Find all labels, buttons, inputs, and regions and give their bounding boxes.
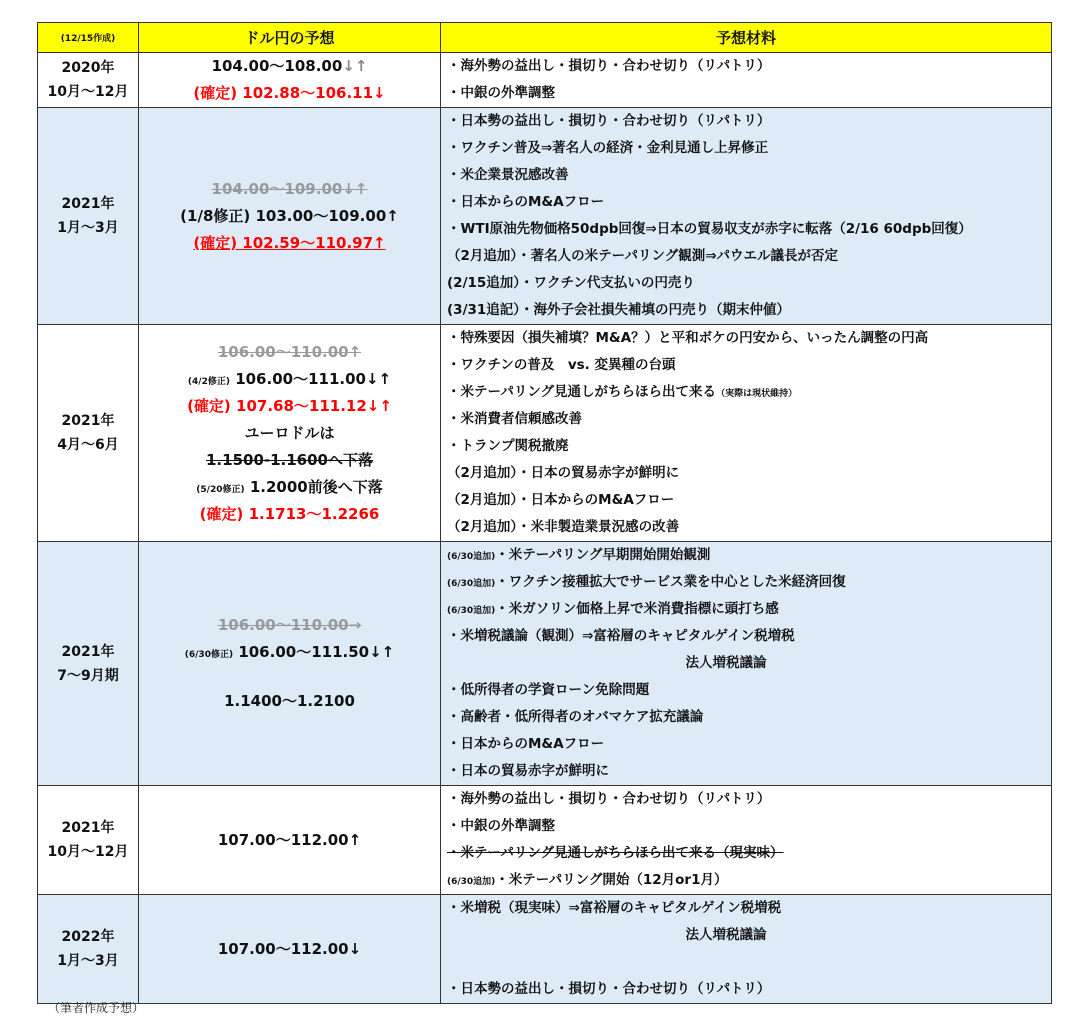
material-item: ・海外勢の益出し・損切り・合わせ切り（リパトリ） xyxy=(447,58,771,74)
period-months: 7〜9月期 xyxy=(57,667,119,684)
material-item: ・米企業景況感改善 xyxy=(447,167,569,183)
eurusd-label: ユーロドルは xyxy=(244,423,335,442)
material-item xyxy=(441,596,1051,623)
material-item: ・海外勢の益出し・損切り・合わせ切り（リパトリ） xyxy=(447,791,771,807)
added-date: (6/30追加) xyxy=(447,552,496,562)
revised-forecast-range xyxy=(139,639,440,666)
confirmed-range: (確定) 102.88〜106.11↓ xyxy=(193,84,386,102)
material-item: ・米増税（現実味）⇒富裕層のキャピタルゲイン税増税 xyxy=(447,900,782,916)
confirmed-range: (確定) 107.68〜111.12↓↑ xyxy=(187,396,392,415)
eurusd-confirmed-range: (確定) 1.1713〜1.2266 xyxy=(199,504,380,523)
period-months: 4月〜6月 xyxy=(57,437,119,453)
forecast-cell xyxy=(139,895,441,1004)
forecast-material-header: 予想材料 xyxy=(441,23,1052,53)
period-year: 2021年 xyxy=(61,820,115,836)
period-cell xyxy=(38,542,139,786)
confirmed-range: (確定) 102.59〜110.97↑ xyxy=(193,233,386,252)
footnote: （筆者作成予想） xyxy=(48,1001,145,1015)
revision-date: (6/30修正) xyxy=(184,650,234,660)
spacer xyxy=(139,666,440,688)
material-item: (3/31追記）・海外子会社損失補填の円売り（期末仲値） xyxy=(447,302,791,318)
material-item-continued: 法人増税議論 xyxy=(685,655,767,671)
material-item: ・日本からのM&Aフロー xyxy=(447,194,605,210)
material-cell xyxy=(441,53,1052,108)
material-cell xyxy=(441,895,1052,1004)
old-forecast-range: 106.00〜110.00→ xyxy=(217,616,362,634)
material-item: ・米増税議論（観測）⇒富裕層のキャピタルゲイン税増税 xyxy=(447,628,795,644)
created-date-header: (12/15作成) xyxy=(38,23,139,53)
period-year: 2021年 xyxy=(61,196,115,212)
material-item-struck: ・米テーパリング見通しがちらほら出て来る（現実味） xyxy=(447,845,784,861)
eurusd-revised-forecast xyxy=(139,474,440,501)
period-cell xyxy=(38,786,139,895)
revision-date: (5/20修正) xyxy=(196,484,245,495)
material-item: (2/15追加）・ワクチン代支払いの円売り xyxy=(447,275,695,291)
material-text: ・ワクチン接種拡大でサービス業を中心とした米経済回復 xyxy=(495,574,846,590)
material-text: ・米テーパリング見通しがちらほら出て来る xyxy=(447,384,717,400)
period-months: 1月〜3月 xyxy=(57,220,119,236)
table-row xyxy=(38,325,1052,542)
material-item: ・WTI原油先物価格50dpb回復⇒日本の貿易収支が赤字に転落（2/16 60dpb回復） xyxy=(447,221,972,237)
old-forecast-range: 106.00〜110.00↑ xyxy=(217,342,362,361)
added-date: (6/30追加) xyxy=(447,579,496,589)
material-item: ・中銀の外準調整 xyxy=(447,818,555,834)
material-item: （2月追加）・著名人の米テーパリング観測⇒パウエル議長が否定 xyxy=(447,248,839,264)
material-cell xyxy=(441,325,1052,542)
revision-date: (4/2修正) xyxy=(187,376,230,387)
material-item: ・日本からのM&Aフロー xyxy=(447,736,605,752)
material-item-continued: 法人増税議論 xyxy=(685,927,767,943)
material-note: （実際は現状維持） xyxy=(716,389,798,399)
forecast-table xyxy=(37,22,1052,1004)
spacer xyxy=(441,949,1051,976)
material-item xyxy=(441,867,1051,894)
period-months: 10月〜12月 xyxy=(47,84,129,100)
period-cell xyxy=(38,53,139,108)
forecast-range xyxy=(139,53,440,80)
revised-range-value: 106.00〜111.50↓↑ xyxy=(238,643,395,661)
material-item: ・日本の貿易赤字が鮮明に xyxy=(447,763,609,779)
added-date: (6/30追加) xyxy=(447,606,496,616)
period-cell xyxy=(38,325,139,542)
material-cell xyxy=(441,542,1052,786)
eurusd-forecast: 1.1400〜1.2100 xyxy=(224,692,355,710)
material-item: ・ワクチンの普及 vs. 変異種の台頭 xyxy=(447,357,676,373)
revised-range-value: 106.00〜111.00↓↑ xyxy=(235,369,392,388)
old-forecast-range: 104.00〜109.00↓↑ xyxy=(211,179,368,198)
forecast-cell xyxy=(139,542,441,786)
material-item: ・特殊要因（損失補填？M&A？）と平和ボケの円安から、いったん調整の円高 xyxy=(447,330,929,346)
forecast-cell xyxy=(139,786,441,895)
period-months: 10月〜12月 xyxy=(47,844,129,860)
forecast-cell xyxy=(139,325,441,542)
forecast-cell xyxy=(139,108,441,325)
period-year: 2020年 xyxy=(61,60,115,76)
revision-date: (1/8修正) xyxy=(180,206,251,225)
period-cell xyxy=(38,108,139,325)
table-row xyxy=(38,542,1052,786)
added-date: (6/30追加) xyxy=(447,877,496,887)
material-item: ・日本勢の益出し・損切り・合わせ切り（リパトリ） xyxy=(447,981,771,997)
period-year: 2021年 xyxy=(61,643,115,660)
material-cell xyxy=(441,786,1052,895)
material-item: ・中銀の外準調整 xyxy=(447,85,555,101)
material-item xyxy=(441,569,1051,596)
revised-forecast-range xyxy=(139,366,440,393)
period-months: 1月〜3月 xyxy=(57,953,119,969)
material-text: ・米ガソリン価格上昇で米消費指標に頭打ち感 xyxy=(495,601,779,617)
period-year: 2021年 xyxy=(61,413,115,429)
period-year: 2022年 xyxy=(61,929,115,945)
period-cell xyxy=(38,895,139,1004)
material-text: ・米テーパリング開始（12月or1月） xyxy=(495,872,728,888)
material-item: （2月追加）・米非製造業景況感の改善 xyxy=(447,519,680,535)
table-row xyxy=(38,108,1052,325)
forecast-range-value: 104.00〜108.00 xyxy=(211,57,343,75)
material-item: （2月追加）・日本からのM&Aフロー xyxy=(447,492,675,508)
material-item: ・ワクチン普及⇒著名人の経済・金利見通し上昇修正 xyxy=(447,140,769,156)
trend-arrows: ↓↑ xyxy=(342,57,368,75)
material-cell xyxy=(441,108,1052,325)
material-item: （2月追加）・日本の貿易赤字が鮮明に xyxy=(447,465,680,481)
forecast-cell xyxy=(139,53,441,108)
header-row xyxy=(38,23,1052,53)
forecast-range: 107.00〜112.00↑ xyxy=(217,830,362,849)
table-row xyxy=(38,895,1052,1004)
material-item: ・低所得者の学資ローン免除問題 xyxy=(447,682,650,698)
material-item: ・高齢者・低所得者のオバマケア拡充議論 xyxy=(447,709,704,725)
eurusd-old-forecast: 1.1500-1.1600へ下落 xyxy=(206,450,373,469)
material-item xyxy=(441,379,1051,406)
material-item: ・米消費者信頼感改善 xyxy=(447,411,582,427)
material-text: ・米テーパリング早期開始開始観測 xyxy=(495,547,711,563)
material-item: ・日本勢の益出し・損切り・合わせ切り（リパトリ） xyxy=(447,113,771,129)
material-item xyxy=(441,542,1051,569)
revised-range-value: 103.00〜109.00↑ xyxy=(255,206,399,225)
forecast-range: 107.00〜112.00↓ xyxy=(217,939,362,958)
eurusd-revised-value: 1.2000前後へ下落 xyxy=(249,477,383,496)
table-row xyxy=(38,53,1052,108)
table-row xyxy=(38,786,1052,895)
usdjpy-forecast-header: ドル円の予想 xyxy=(139,23,441,53)
revised-forecast-range xyxy=(139,203,440,230)
material-item: ・トランプ関税撤廃 xyxy=(447,438,569,454)
